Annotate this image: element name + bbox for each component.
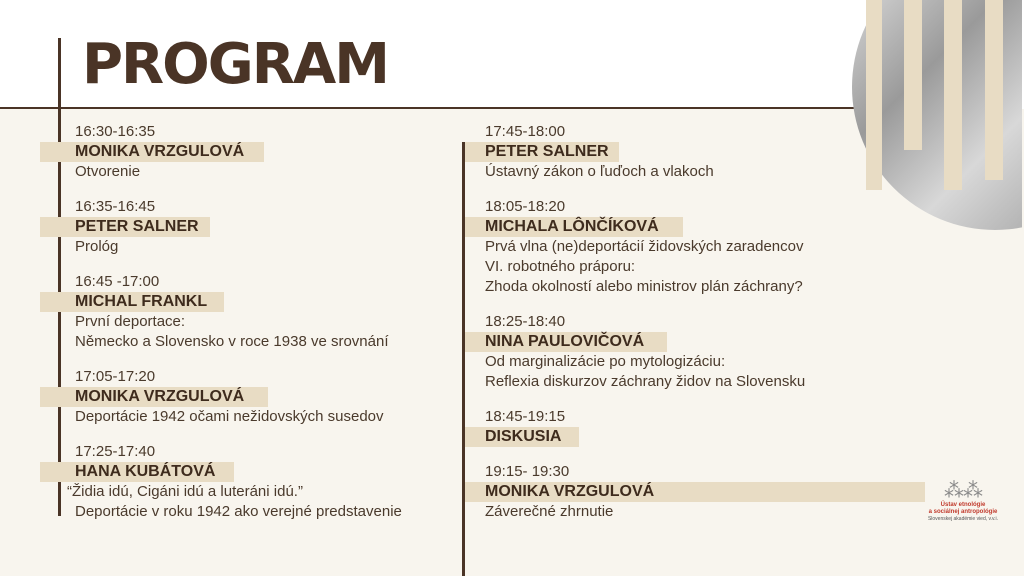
session-title-line: Od marginalizácie po mytologizáciu: (485, 353, 726, 370)
speaker-name: DISKUSIA (485, 428, 562, 445)
session-title-line: Záverečné zhrnutie (485, 503, 614, 520)
session-time: 16:30-16:35 (75, 123, 156, 140)
speaker-name: NINA PAULOVIČOVÁ (485, 333, 645, 350)
speaker-label (485, 482, 925, 502)
speaker-name: MICHAL FRANKL (75, 293, 208, 310)
stripe (985, 0, 1003, 180)
session-title-line: Německo a Slovensko v roce 1938 ve srovnání (75, 333, 389, 350)
schedule-item (485, 197, 925, 297)
speaker-label (485, 332, 925, 352)
speaker-name: PETER SALNER (75, 218, 199, 235)
schedule-left-column (67, 122, 455, 522)
speaker-name: MONIKA VRZGULOVÁ (485, 483, 655, 500)
speaker-name: PETER SALNER (485, 143, 609, 160)
schedule-item (75, 197, 455, 257)
speaker-label (485, 217, 925, 237)
session-title-line: Deportácie v roku 1942 ako verejné predstavenie (75, 503, 402, 520)
speaker-label (75, 217, 455, 237)
session-title-line: Prológ (75, 238, 119, 255)
page-title: PROGRAM (82, 32, 388, 97)
logo-line-2: a sociálnej antropológie (928, 509, 998, 515)
schedule-item (485, 407, 925, 447)
schedule-item (75, 272, 455, 352)
session-title-line: Ústavný zákon o ľuďoch a vlakoch (485, 163, 714, 180)
schedule-item (485, 122, 925, 182)
schedule-item (485, 462, 925, 522)
speaker-label (75, 292, 455, 312)
session-title-line: Deportácie 1942 očami nežidovských susedov (75, 408, 384, 425)
speaker-name: MICHALA LÔNČÍKOVÁ (485, 218, 659, 235)
schedule-right-column (485, 122, 925, 522)
middle-vertical-rule (462, 142, 465, 576)
session-time: 17:25-17:40 (75, 443, 156, 460)
speaker-name: MONIKA VRZGULOVÁ (75, 143, 245, 160)
people-pyramid-icon: ⁂⁂ (944, 480, 982, 502)
speaker-label (75, 462, 455, 482)
session-time: 18:05-18:20 (485, 198, 566, 215)
schedule-item (75, 367, 455, 427)
session-time: 18:25-18:40 (485, 313, 566, 330)
speaker-label (485, 142, 925, 162)
schedule-item (75, 122, 455, 182)
session-title-line: Reflexia diskurzov záchrany židov na Slovensku (485, 373, 806, 390)
session-time: 19:15- 19:30 (485, 463, 570, 480)
logo-line-1: Ústav etnológie (940, 502, 986, 508)
left-vertical-rule (58, 38, 61, 516)
speaker-name: MONIKA VRZGULOVÁ (75, 388, 245, 405)
session-title-line: “Židia idú, Cigáni idú a luteráni idú.” (67, 483, 303, 500)
stripe (944, 0, 962, 190)
session-title-line: Zhoda okolností alebo ministrov plán záchrany? (485, 278, 803, 295)
speaker-name: HANA KUBÁTOVÁ (75, 463, 216, 480)
speaker-label (485, 427, 925, 447)
session-time: 17:05-17:20 (75, 368, 156, 385)
schedule-item (485, 312, 925, 392)
session-time: 18:45-19:15 (485, 408, 566, 425)
session-time: 16:45 -17:00 (75, 273, 160, 290)
session-title-line: VI. robotného práporu: (485, 258, 636, 275)
session-title-line: První deportace: (75, 313, 186, 330)
speaker-label (75, 142, 455, 162)
session-time: 16:35-16:45 (75, 198, 156, 215)
session-time: 17:45-18:00 (485, 123, 566, 140)
session-title-line: Otvorenie (75, 163, 141, 180)
schedule-item (67, 442, 455, 522)
logo-line-3: Slovenskej akadémie vied, v.v.i. (927, 516, 999, 522)
speaker-label (75, 387, 455, 407)
session-title-line: Prvá vlna (ne)deportácií židovských zaradencov (485, 238, 804, 255)
institute-logo (920, 480, 1006, 523)
